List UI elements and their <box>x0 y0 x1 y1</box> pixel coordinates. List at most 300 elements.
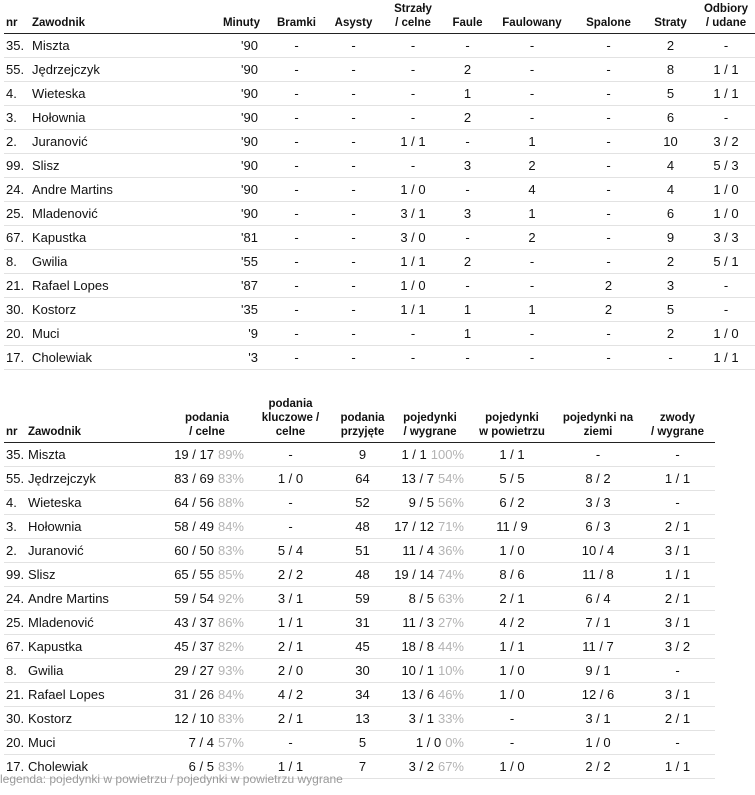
col-header-losses: Straty <box>644 2 697 34</box>
passes-value: 65 / 55 <box>174 567 214 582</box>
goals-cell: - <box>268 178 325 202</box>
fouls-cell: 2 <box>444 250 491 274</box>
passing-duels-table <box>4 397 715 779</box>
aerial-duels-cell: 1 / 1 <box>468 443 556 467</box>
duels-cell <box>392 635 468 659</box>
minutes-cell: '90 <box>168 106 268 130</box>
duels-percent: 67% <box>437 759 464 774</box>
minutes-cell: '90 <box>168 58 268 82</box>
passes-percent: 92% <box>217 591 244 606</box>
passes-value: 60 / 50 <box>174 543 214 558</box>
goals-cell: - <box>268 250 325 274</box>
key-passes-cell: 2 / 1 <box>248 707 333 731</box>
passes-received-cell: 52 <box>333 491 392 515</box>
player-name-cell: Hołownia <box>30 106 168 130</box>
table-row <box>4 130 755 154</box>
dribbles-cell: 2 / 1 <box>640 707 715 731</box>
fouled-cell: 1 <box>491 298 573 322</box>
player-number-cell: 2. <box>4 130 30 154</box>
duels-value: 3 / 1 <box>408 711 434 726</box>
player-number-cell: 2. <box>4 539 26 563</box>
duels-value: 3 / 2 <box>408 759 434 774</box>
table-row <box>4 250 755 274</box>
fouls-cell: - <box>444 346 491 370</box>
tackles-cell: 3 / 2 <box>697 130 755 154</box>
shots-cell: 3 / 0 <box>382 226 444 250</box>
duels-cell <box>392 707 468 731</box>
duels-cell <box>392 755 468 779</box>
col-header-tackles: Odbiory / udane <box>697 2 755 34</box>
passes-percent: 83% <box>217 711 244 726</box>
ground-duels-cell: 7 / 1 <box>556 611 640 635</box>
passes-cell <box>166 443 248 467</box>
offsides-cell: - <box>573 106 644 130</box>
losses-cell: 2 <box>644 34 697 58</box>
table-row <box>4 58 755 82</box>
duels-cell <box>392 563 468 587</box>
tackles-cell: 3 / 3 <box>697 226 755 250</box>
duels-value: 19 / 14 <box>394 567 434 582</box>
key-passes-cell: 3 / 1 <box>248 587 333 611</box>
col-header-nr: nr <box>4 2 30 34</box>
offsides-cell: - <box>573 346 644 370</box>
dribbles-cell: - <box>640 491 715 515</box>
fouled-cell: - <box>491 82 573 106</box>
fouls-cell: - <box>444 274 491 298</box>
col-header-player: Zawodnik <box>30 2 168 34</box>
shots-cell: 1 / 0 <box>382 178 444 202</box>
player-number-cell: 35. <box>4 34 30 58</box>
assists-cell: - <box>325 322 382 346</box>
passes-received-cell: 51 <box>333 539 392 563</box>
passes-value: 58 / 49 <box>174 519 214 534</box>
player-name-cell: Gwilia <box>30 250 168 274</box>
table-row <box>4 322 755 346</box>
passes-received-cell: 48 <box>333 563 392 587</box>
player-number-cell: 3. <box>4 515 26 539</box>
shots-cell: 1 / 1 <box>382 250 444 274</box>
goals-cell: - <box>268 82 325 106</box>
goals-cell: - <box>268 202 325 226</box>
passes-cell <box>166 539 248 563</box>
offsides-cell: 2 <box>573 274 644 298</box>
tackles-cell: 1 / 1 <box>697 82 755 106</box>
tackles-cell: - <box>697 274 755 298</box>
table-header-row <box>4 397 715 443</box>
player-name-cell: Slisz <box>30 154 168 178</box>
losses-cell: 6 <box>644 202 697 226</box>
passes-value: 29 / 27 <box>174 663 214 678</box>
fouled-cell: - <box>491 58 573 82</box>
offsides-cell: - <box>573 178 644 202</box>
table-row <box>4 563 715 587</box>
table-row <box>4 731 715 755</box>
duels-value: 10 / 1 <box>401 663 434 678</box>
fouled-cell: 4 <box>491 178 573 202</box>
minutes-cell: '90 <box>168 34 268 58</box>
fouled-cell: 1 <box>491 202 573 226</box>
col-header-duels: pojedynki / wygrane <box>392 397 468 443</box>
losses-cell: - <box>644 346 697 370</box>
fouls-cell: 1 <box>444 322 491 346</box>
duels-value: 11 / 3 <box>402 615 434 630</box>
dribbles-cell: 1 / 1 <box>640 755 715 779</box>
tackles-cell: 1 / 0 <box>697 178 755 202</box>
passes-cell <box>166 659 248 683</box>
duels-cell <box>392 539 468 563</box>
tackles-cell: - <box>697 106 755 130</box>
passes-cell <box>166 491 248 515</box>
assists-cell: - <box>325 346 382 370</box>
duels-value: 13 / 6 <box>401 687 434 702</box>
offsides-cell: - <box>573 130 644 154</box>
key-passes-cell: 5 / 4 <box>248 539 333 563</box>
key-passes-cell: - <box>248 491 333 515</box>
key-passes-cell: 1 / 0 <box>248 467 333 491</box>
duels-cell <box>392 491 468 515</box>
shots-cell: - <box>382 106 444 130</box>
player-name-cell: Muci <box>30 322 168 346</box>
table-row <box>4 202 755 226</box>
passes-received-cell: 30 <box>333 659 392 683</box>
tackles-cell: 5 / 1 <box>697 250 755 274</box>
key-passes-cell: 2 / 2 <box>248 563 333 587</box>
goals-cell: - <box>268 274 325 298</box>
duels-value: 11 / 4 <box>402 543 434 558</box>
minutes-cell: '3 <box>168 346 268 370</box>
minutes-cell: '90 <box>168 130 268 154</box>
shots-cell: 1 / 1 <box>382 298 444 322</box>
ground-duels-cell: 11 / 7 <box>556 635 640 659</box>
aerial-duels-cell: 6 / 2 <box>468 491 556 515</box>
duels-percent: 33% <box>437 711 464 726</box>
passes-percent: 88% <box>217 495 244 510</box>
table-row <box>4 178 755 202</box>
passes-received-cell: 64 <box>333 467 392 491</box>
player-number-cell: 25. <box>4 611 26 635</box>
minutes-cell: '90 <box>168 202 268 226</box>
passes-received-cell: 59 <box>333 587 392 611</box>
table-row <box>4 635 715 659</box>
key-passes-cell: 1 / 1 <box>248 611 333 635</box>
key-passes-cell: 1 / 1 <box>248 755 333 779</box>
col-header-minutes: Minuty <box>168 2 268 34</box>
passes-percent: 83% <box>217 471 244 486</box>
tackles-cell: - <box>697 34 755 58</box>
player-name-cell: Kapustka <box>30 226 168 250</box>
assists-cell: - <box>325 202 382 226</box>
passes-received-cell: 45 <box>333 635 392 659</box>
minutes-cell: '9 <box>168 322 268 346</box>
ground-duels-cell: 8 / 2 <box>556 467 640 491</box>
player-name-cell: Jędrzejczyk <box>26 467 166 491</box>
passes-received-cell: 13 <box>333 707 392 731</box>
table-row <box>4 491 715 515</box>
duels-value: 1 / 0 <box>415 735 442 750</box>
col-header-aerial-duels: pojedynki w powietrzu <box>468 397 556 443</box>
duels-cell <box>392 587 468 611</box>
table-row <box>4 443 715 467</box>
key-passes-cell: - <box>248 515 333 539</box>
duels-percent: 36% <box>437 543 464 558</box>
player-number-cell: 55. <box>4 467 26 491</box>
tackles-cell: 1 / 0 <box>697 202 755 226</box>
player-number-cell: 17. <box>4 755 26 779</box>
player-number-cell: 99. <box>4 154 30 178</box>
goals-cell: - <box>268 130 325 154</box>
duels-percent: 100% <box>430 447 464 462</box>
player-name-cell: Cholewiak <box>26 755 166 779</box>
dribbles-cell: 2 / 1 <box>640 587 715 611</box>
passes-percent: 85% <box>217 567 244 582</box>
legend-text: legenda: pojedynki w powietrzu / pojedynki w powietrzu wygrane <box>0 772 343 786</box>
losses-cell: 8 <box>644 58 697 82</box>
table-row <box>4 467 715 491</box>
assists-cell: - <box>325 298 382 322</box>
assists-cell: - <box>325 82 382 106</box>
goals-cell: - <box>268 58 325 82</box>
col-header-shots: Strzały / celne <box>382 2 444 34</box>
duels-cell <box>392 659 468 683</box>
table-row <box>4 298 755 322</box>
ground-duels-cell: 6 / 4 <box>556 587 640 611</box>
passes-received-cell: 7 <box>333 755 392 779</box>
passes-value: 31 / 26 <box>174 687 214 702</box>
table-row <box>4 346 755 370</box>
fouls-cell: - <box>444 130 491 154</box>
fouled-cell: - <box>491 322 573 346</box>
minutes-cell: '35 <box>168 298 268 322</box>
dribbles-cell: - <box>640 443 715 467</box>
player-number-cell: 8. <box>4 659 26 683</box>
dribbles-cell: 1 / 1 <box>640 563 715 587</box>
player-stats-table <box>4 2 755 370</box>
minutes-cell: '90 <box>168 178 268 202</box>
duels-value: 9 / 5 <box>408 495 434 510</box>
passes-value: 19 / 17 <box>174 447 214 462</box>
passes-cell <box>166 563 248 587</box>
table-row <box>4 154 755 178</box>
duels-percent: 74% <box>437 567 464 582</box>
fouls-cell: 2 <box>444 106 491 130</box>
col-header-fouls: Faule <box>444 2 491 34</box>
goals-cell: - <box>268 106 325 130</box>
losses-cell: 9 <box>644 226 697 250</box>
aerial-duels-cell: 5 / 5 <box>468 467 556 491</box>
passes-value: 7 / 4 <box>188 735 214 750</box>
duels-cell <box>392 467 468 491</box>
passes-cell <box>166 635 248 659</box>
table-row <box>4 226 755 250</box>
assists-cell: - <box>325 34 382 58</box>
passes-cell <box>166 587 248 611</box>
fouled-cell: - <box>491 34 573 58</box>
duels-percent: 46% <box>437 687 464 702</box>
player-number-cell: 30. <box>4 707 26 731</box>
passes-value: 45 / 37 <box>174 639 214 654</box>
losses-cell: 3 <box>644 274 697 298</box>
assists-cell: - <box>325 274 382 298</box>
tackles-cell: - <box>697 298 755 322</box>
player-name-cell: Mladenović <box>26 611 166 635</box>
col-header-offsides: Spalone <box>573 2 644 34</box>
tackles-cell: 1 / 1 <box>697 346 755 370</box>
player-name-cell: Cholewiak <box>30 346 168 370</box>
offsides-cell: - <box>573 322 644 346</box>
offsides-cell: - <box>573 154 644 178</box>
ground-duels-cell: 12 / 6 <box>556 683 640 707</box>
player-number-cell: 35. <box>4 443 26 467</box>
player-name-cell: Andre Martins <box>26 587 166 611</box>
goals-cell: - <box>268 154 325 178</box>
player-name-cell: Slisz <box>26 563 166 587</box>
duels-percent: 63% <box>437 591 464 606</box>
passes-cell <box>166 707 248 731</box>
player-name-cell: Muci <box>26 731 166 755</box>
player-number-cell: 25. <box>4 202 30 226</box>
passes-cell <box>166 731 248 755</box>
passes-percent: 84% <box>217 519 244 534</box>
aerial-duels-cell: 1 / 0 <box>468 659 556 683</box>
offsides-cell: - <box>573 58 644 82</box>
fouled-cell: 1 <box>491 130 573 154</box>
offsides-cell: 2 <box>573 298 644 322</box>
fouls-cell: 2 <box>444 58 491 82</box>
passes-percent: 93% <box>217 663 244 678</box>
duels-percent: 10% <box>437 663 464 678</box>
losses-cell: 4 <box>644 178 697 202</box>
dribbles-cell: - <box>640 731 715 755</box>
ground-duels-cell: - <box>556 443 640 467</box>
losses-cell: 2 <box>644 250 697 274</box>
player-number-cell: 21. <box>4 683 26 707</box>
fouls-cell: 1 <box>444 82 491 106</box>
player-name-cell: Juranović <box>26 539 166 563</box>
minutes-cell: '81 <box>168 226 268 250</box>
fouls-cell: - <box>444 226 491 250</box>
player-name-cell: Gwilia <box>26 659 166 683</box>
minutes-cell: '87 <box>168 274 268 298</box>
minutes-cell: '90 <box>168 154 268 178</box>
ground-duels-cell: 11 / 8 <box>556 563 640 587</box>
key-passes-cell: - <box>248 731 333 755</box>
shots-cell: 1 / 1 <box>382 130 444 154</box>
player-name-cell: Hołownia <box>26 515 166 539</box>
player-name-cell: Juranović <box>30 130 168 154</box>
duels-value: 1 / 1 <box>401 447 427 462</box>
aerial-duels-cell: - <box>468 731 556 755</box>
passes-percent: 83% <box>217 759 244 774</box>
shots-cell: - <box>382 58 444 82</box>
duels-cell <box>392 443 468 467</box>
losses-cell: 2 <box>644 322 697 346</box>
ground-duels-cell: 1 / 0 <box>556 731 640 755</box>
goals-cell: - <box>268 298 325 322</box>
key-passes-cell: 4 / 2 <box>248 683 333 707</box>
table-row <box>4 611 715 635</box>
key-passes-cell: - <box>248 443 333 467</box>
fouled-cell: 2 <box>491 154 573 178</box>
passes-percent: 86% <box>217 615 244 630</box>
col-header-nr: nr <box>4 397 26 443</box>
offsides-cell: - <box>573 202 644 226</box>
fouled-cell: - <box>491 274 573 298</box>
assists-cell: - <box>325 178 382 202</box>
player-number-cell: 20. <box>4 731 26 755</box>
aerial-duels-cell: 4 / 2 <box>468 611 556 635</box>
player-number-cell: 3. <box>4 106 30 130</box>
player-name-cell: Miszta <box>26 443 166 467</box>
player-name-cell: Jędrzejczyk <box>30 58 168 82</box>
passes-cell <box>166 467 248 491</box>
offsides-cell: - <box>573 34 644 58</box>
duels-percent: 71% <box>437 519 464 534</box>
aerial-duels-cell: 1 / 0 <box>468 539 556 563</box>
fouls-cell: 3 <box>444 154 491 178</box>
player-name-cell: Miszta <box>30 34 168 58</box>
dribbles-cell: 1 / 1 <box>640 467 715 491</box>
player-name-cell: Kapustka <box>26 635 166 659</box>
losses-cell: 5 <box>644 298 697 322</box>
assists-cell: - <box>325 106 382 130</box>
assists-cell: - <box>325 250 382 274</box>
duels-value: 13 / 7 <box>401 471 434 486</box>
aerial-duels-cell: 8 / 6 <box>468 563 556 587</box>
passes-received-cell: 9 <box>333 443 392 467</box>
player-number-cell: 8. <box>4 250 30 274</box>
dribbles-cell: - <box>640 659 715 683</box>
shots-cell: - <box>382 154 444 178</box>
player-name-cell: Rafael Lopes <box>26 683 166 707</box>
player-number-cell: 67. <box>4 226 30 250</box>
offsides-cell: - <box>573 226 644 250</box>
aerial-duels-cell: - <box>468 707 556 731</box>
col-header-player: Zawodnik <box>26 397 166 443</box>
ground-duels-cell: 6 / 3 <box>556 515 640 539</box>
tackles-cell: 1 / 0 <box>697 322 755 346</box>
duels-cell <box>392 611 468 635</box>
duels-value: 8 / 5 <box>408 591 434 606</box>
table-row <box>4 707 715 731</box>
player-name-cell: Mladenović <box>30 202 168 226</box>
passes-percent: 84% <box>217 687 244 702</box>
aerial-duels-cell: 1 / 1 <box>468 635 556 659</box>
ground-duels-cell: 10 / 4 <box>556 539 640 563</box>
fouled-cell: - <box>491 106 573 130</box>
goals-cell: - <box>268 226 325 250</box>
col-header-ground-duels: pojedynki na ziemi <box>556 397 640 443</box>
table-row <box>4 106 755 130</box>
player-name-cell: Kostorz <box>26 707 166 731</box>
goals-cell: - <box>268 322 325 346</box>
tackles-cell: 5 / 3 <box>697 154 755 178</box>
table-row <box>4 683 715 707</box>
assists-cell: - <box>325 226 382 250</box>
shots-cell: - <box>382 346 444 370</box>
fouled-cell: - <box>491 250 573 274</box>
player-number-cell: 55. <box>4 58 30 82</box>
fouls-cell: 3 <box>444 202 491 226</box>
player-number-cell: 4. <box>4 82 30 106</box>
fouled-cell: 2 <box>491 226 573 250</box>
table-row <box>4 587 715 611</box>
passes-received-cell: 48 <box>333 515 392 539</box>
passes-value: 6 / 5 <box>188 759 214 774</box>
offsides-cell: - <box>573 82 644 106</box>
duels-cell <box>392 731 468 755</box>
col-header-passes-received: podania przyjęte <box>333 397 392 443</box>
fouls-cell: 1 <box>444 298 491 322</box>
